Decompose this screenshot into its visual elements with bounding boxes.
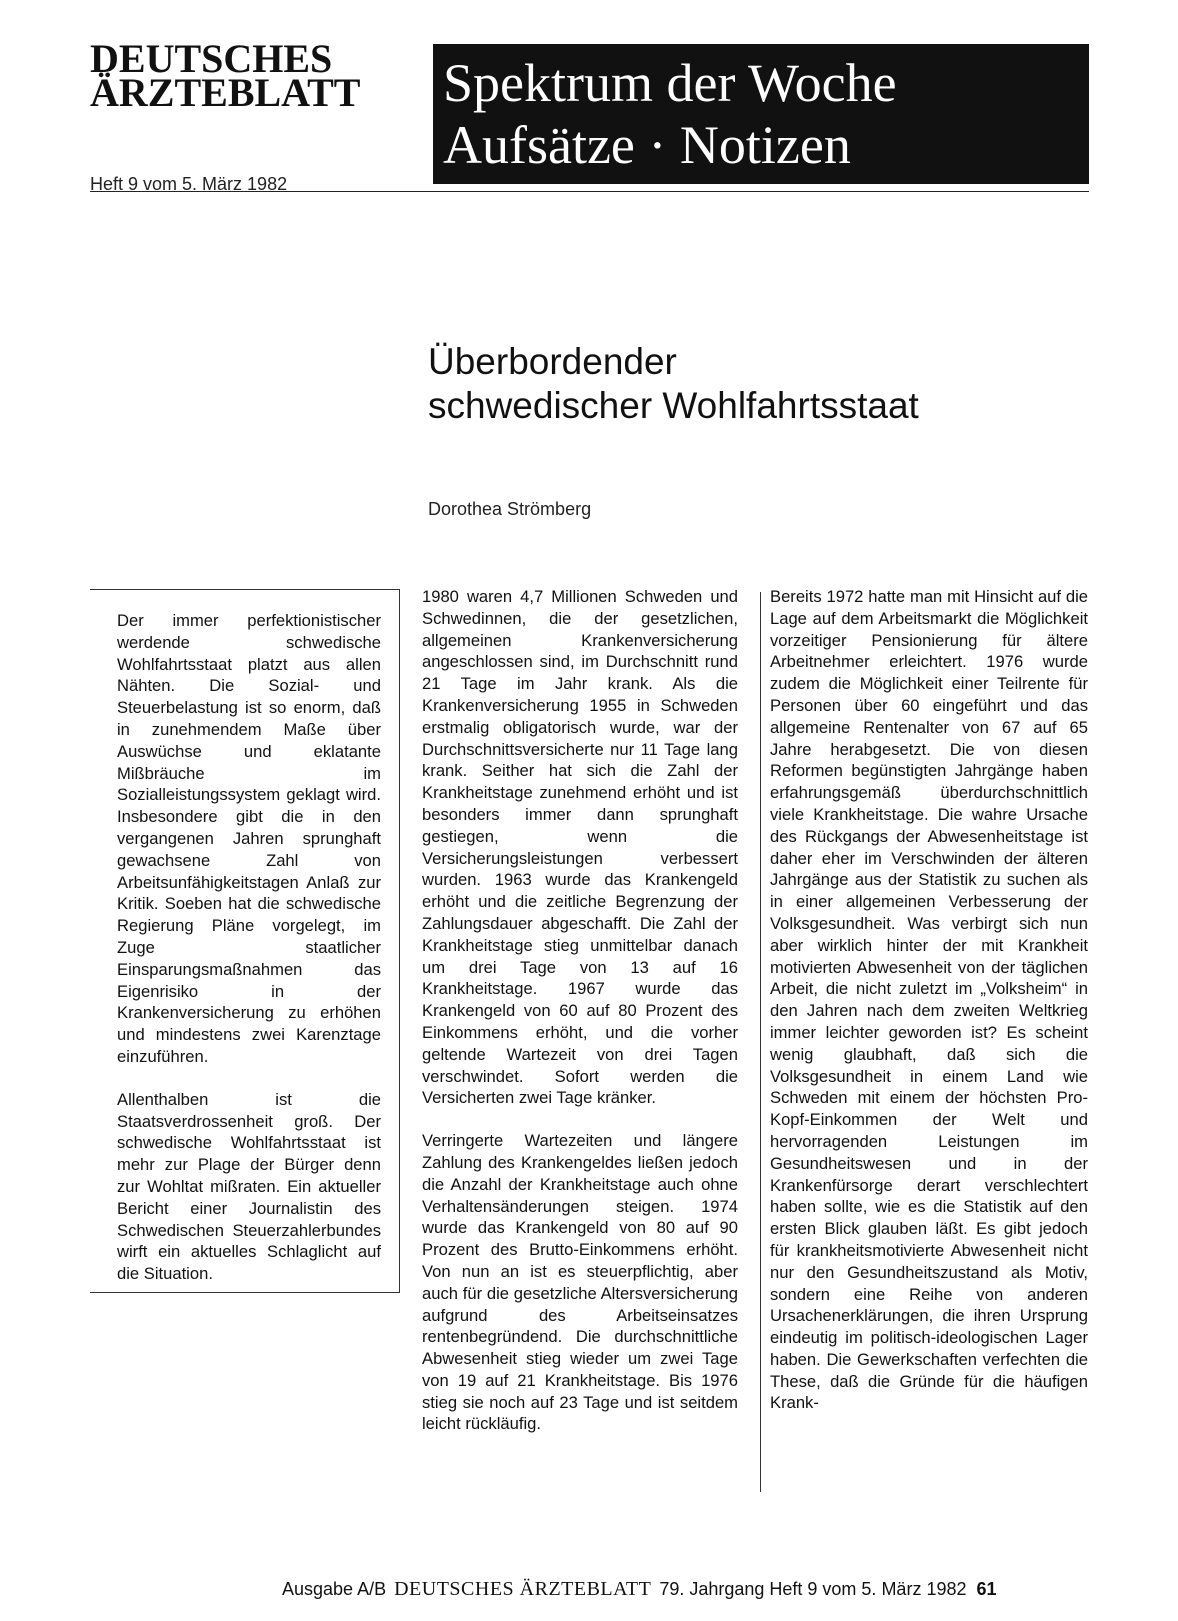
article-title <box>428 340 1068 428</box>
magazine-logo <box>90 36 410 115</box>
title-line-2: schwedischer Wohlfahrtsstaat <box>428 385 919 426</box>
body-column-2 <box>422 586 738 1435</box>
body-paragraph: Bereits 1972 hatte man mit Hinsicht auf die Lage auf dem Arbeitsmarkt die Möglichkeit vorzeitiger Pensionierung für ältere Arbeitnehmer erleichtert. 1976 wurde zudem die Möglichkeit einer Teilrente für Personen über 60 eingeführt und das allgemeine Rentenalter von 67 auf 65 Jahre herabgesetzt. Die von diesen Reformen begünstigten Jahrgänge haben erfahrungsgemäß überdurchschnittlich viele Krankheitstage. Die wahre Ursache des Rückgangs der Abwesenheitstage ist daher eher im Verschwinden der älteren Jahrgänge aus der Statistik zu suchen als in einer allgemeinen Verbesserung der Volksgesundheit. Was verbirgt sich nun aber wirklich hinter der mit Krankheit motivierten Abwesenheit von der täglichen Arbeit, die nicht zuletzt im „Volksheim“ in den Jahren nach dem zweiten Weltkrieg immer leichter geworden ist? Es scheint wenig glaubhaft, daß sich die Volksgesundheit in einem Land wie Schweden mit einem der höchsten Pro-Kopf-Einkommen der Welt und hervorragenden Leistungen im Gesundheitswesen und in der Krankenfürsorge derart verschlechtert haben sollte, wie es die Statistik auf den ersten Blick glauben läßt. Es gibt jedoch für krankheitsmotivierte Abwesenheit nicht nur den Gesundheitszustand als Motiv, sondern eine Reihe von anderen Ursachenerklärungen, die ihren Ursprung eindeutig im politisch-ideologischen Lager haben. Die Gewerkschaften verfechten die These, daß die Gründe für die häufigen Krank- <box>770 587 1088 1413</box>
page-number: 61 <box>976 1579 997 1599</box>
body-paragraph: Verringerte Wartezeiten und längere Zahlung des Krankengeldes ließen jedoch die Anzahl der Krankheitstage auch ohne Verhaltensänderungen steigen. 1974 wurde das Krankengeld von 80 auf 90 Prozent des Brutto-Einkommens erhöht. Von nun an ist es steuerpflichtig, aber auch für die gesetzliche Altersversicherung aufgrund des Arbeitseinsatzes rentenbegründend. Die durchschnittliche Abwesenheit stieg wieder um zwei Tage von 19 auf 21 Krankheitstage. Bis 1976 stieg sie noch auf 23 Tage und ist seitdem leicht rückläufig. <box>422 1131 738 1434</box>
title-line-1: Überbordender <box>428 341 677 382</box>
intro-paragraph: Allenthalben ist die Staatsverdrossenheit groß. Der schwedische Wohlfahrtsstaat ist mehr zur Plage der Bürger denn zur Wohltat mißraten. Ein aktueller Bericht einer Journalistin des Schwedischen Steuerzahlerbundes wirft ein aktuelles Schlaglicht auf die Situation. <box>117 1089 381 1284</box>
logo-line-1: DEUTSCHES <box>90 36 333 81</box>
body-column-3 <box>770 586 1088 1414</box>
article-author: Dorothea Strömberg <box>428 499 592 519</box>
banner-line-2: Aufsätze · Notizen <box>443 115 851 175</box>
banner-line-1: Spektrum der Woche <box>443 53 897 113</box>
header-rule <box>90 191 1089 192</box>
section-banner <box>433 44 1089 184</box>
intro-paragraph: Der immer perfektionistischer werdende schwedische Wohlfahrtsstaat platzt aus allen Nähten. Die Sozial- und Steuerbelastung ist so enorm, daß in zunehmendem Maße über Auswüchse und eklatante Mißbräuche im Sozialleistungssystem geklagt wird. Insbesondere gibt die in den vergangenen Jahren sprunghaft gewachsene Zahl von Arbeitsunfähigkeitstagen Anlaß zur Kritik. Soeben hat die schwedische Regierung Pläne vorgelegt, im Zuge staatlicher Einsparungsmaßnahmen das Eigenrisiko in der Krankenversicherung zu erhöhen und mindestens zwei Karenztage einzuführen. <box>117 611 381 1066</box>
intro-column <box>117 610 381 1285</box>
column-separator <box>760 592 761 1492</box>
logo-line-2: ÄRZTEBLATT <box>90 70 361 115</box>
footer-edition: Ausgabe A/B <box>282 1579 387 1599</box>
footer-magazine: DEUTSCHES ÄRZTEBLATT <box>394 1578 652 1600</box>
issue-date: Heft 9 vom 5. März 1982 <box>90 174 288 194</box>
page-footer <box>282 1578 997 1601</box>
body-paragraph: 1980 waren 4,7 Millionen Schweden und Schwedinnen, die der gesetzlichen, allgemeinen Krankenversicherung angeschlossen sind, im Durchschnitt rund 21 Tage im Jahr krank. Als die Krankenversicherung 1955 in Schweden erstmalig obligatorisch wurde, war der Durchschnittsversicherte nur 11 Tage lang krank. Seither hat sich die Zahl der Krankheitstage zunehmend erhöht und ist besonders immer dann sprunghaft gestiegen, wenn die Versicherungsleistungen verbessert wurden. 1963 wurde das Krankengeld erhöht und die zeitliche Begrenzung der Zahlungsdauer abgeschafft. Die Zahl der Krankheitstage stieg unmittelbar danach um drei Tage von 13 auf 16 Krankheitstage. 1967 wurde das Krankengeld von 60 auf 80 Prozent des Einkommens erhöht, und die vorher geltende Wartezeit von drei Tagen verschwindet. Sofort werden die Versicherten zwei Tage kränker. <box>422 587 738 1108</box>
footer-issue-info: 79. Jahrgang Heft 9 vom 5. März 1982 <box>659 1579 967 1599</box>
